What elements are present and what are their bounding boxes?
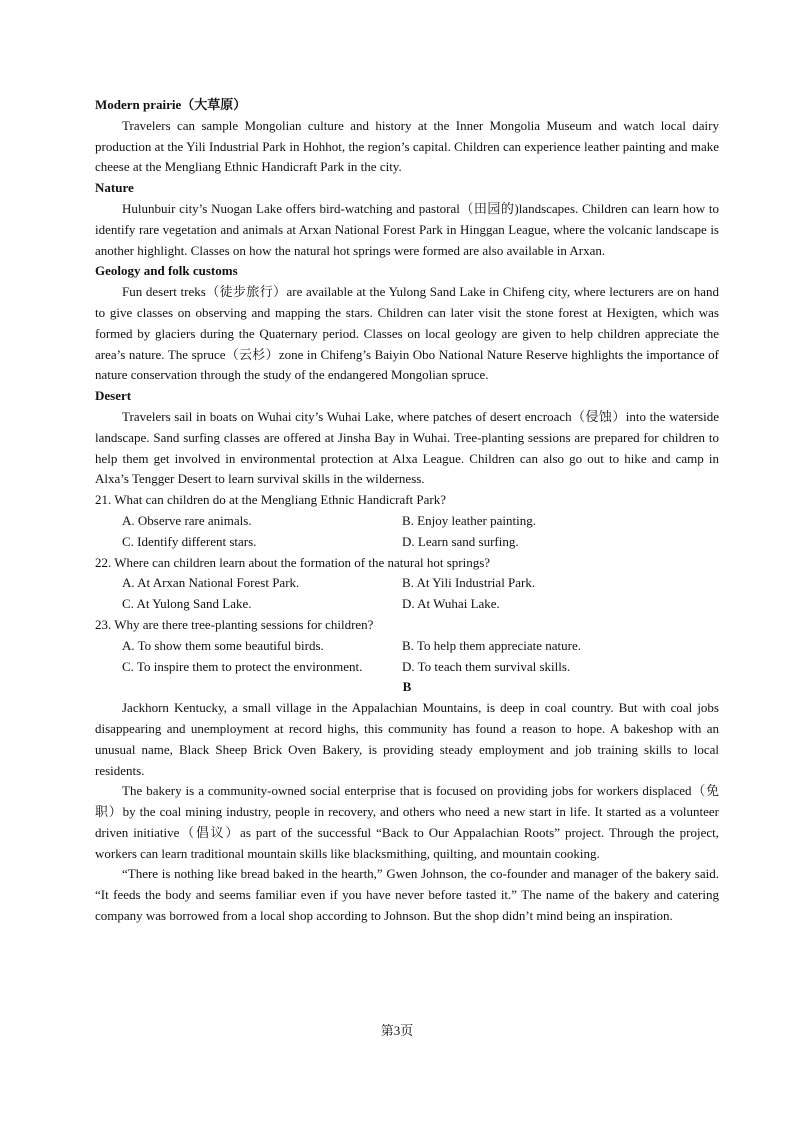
option-d: D. At Wuhai Lake. bbox=[402, 596, 500, 612]
heading-geology: Geology and folk customs bbox=[95, 263, 238, 279]
paragraph-desert: Travelers sail in boats on Wuhai city’s Wuhai Lake, where patches of desert encroach（侵蚀）into the waterside landscape. Sand surfing classes are offered at Jinsha Bay in Wuhai. Tree-planting sessions are prepared for children to help them get involved in environmental protection at Alxa League. Children can also go out to hike and camp in Alxa’s Tengger Desert to learn survival skills in the wilderness. bbox=[95, 408, 719, 487]
option-b: B. Enjoy leather painting. bbox=[402, 512, 536, 528]
question-22 bbox=[95, 553, 719, 615]
option-a: A. To show them some beautiful birds. bbox=[122, 637, 324, 653]
paragraph-geology: Fun desert treks（徒步旅行）are available at the Yulong Sand Lake in Chifeng city, where lecturers are on hand to give classes on observing and mapping the stars. Children can later visit the stone forest at Hexigten, which was formed by glaciers during the Quaternary period. Classes on local geology are given to help children appreciate the area’s nature. The spruce（云杉）zone in Chifeng’s Baiyin Obo National Nature Reserve highlights the importance of nature conservation through the study of the endangered Mongolian spruce. bbox=[95, 284, 719, 383]
option-a: A. At Arxan National Forest Park. bbox=[122, 575, 300, 591]
paragraph-b-1: Jackhorn Kentucky, a small village in the Appalachian Mountains, is deep in coal country. But with coal jobs disappearing and unemployment at record highs, this community has found a reason to hope. A bakeshop with an unusual name, Black Sheep Brick Oven Bakery, is providing steady employment and job training skills to local residents. bbox=[95, 700, 719, 778]
section-b-title: B bbox=[402, 679, 412, 695]
heading-nature: Nature bbox=[95, 180, 134, 196]
page-number: 第3页 bbox=[380, 1023, 414, 1038]
option-c: C. At Yulong Sand Lake. bbox=[122, 596, 252, 612]
paragraph-b-3: “There is nothing like bread baked in the hearth,” Gwen Johnson, the co-founder and manager of the bakery said. “It feeds the body and seems familiar even if you have never before tasted it.” The name of the bakery and catering company was borrowed from a local shop according to Johnson. But the shop didn’t mind being an inspiration. bbox=[95, 866, 719, 924]
option-c: C. To inspire them to protect the environment. bbox=[122, 658, 363, 674]
question-stem: 23. Why are there tree-planting sessions for children? bbox=[95, 616, 374, 632]
question-options bbox=[95, 511, 719, 553]
option-c: C. Identify different stars. bbox=[122, 533, 257, 549]
question-21 bbox=[95, 490, 719, 552]
option-d: D. To teach them survival skills. bbox=[402, 658, 571, 674]
question-options bbox=[95, 573, 719, 615]
paragraph-b-2: The bakery is a community-owned social enterprise that is focused on providing jobs for workers displaced（免职）by the coal mining industry, people in recovery, and others who need a new start in life. It started as a volunteer driven initiative（倡议）as part of the successful “Back to Our Appalachian Roots” project. Through the project, workers can learn traditional mountain skills like blacksmithing, quilting, and mountain cooking. bbox=[95, 783, 719, 861]
option-b: B. At Yili Industrial Park. bbox=[402, 575, 536, 591]
heading-modern-prairie: Modern prairie（大草原） bbox=[95, 97, 247, 112]
option-d: D. Learn sand surfing. bbox=[402, 533, 519, 549]
option-b: B. To help them appreciate nature. bbox=[402, 637, 581, 653]
document-page bbox=[95, 95, 719, 927]
paragraph-nature: Hulunbuir city’s Nuogan Lake offers bird-watching and pastoral（田园的)landscapes. Children can learn how to identify rare vegetation and animals at Arxan National Forest Park in Hinggan League, where the volcanic landscape is another highlight. Classes on how the natural hot springs were formed are also available in Arxan. bbox=[95, 200, 719, 258]
question-stem: 21. What can children do at the Mengliang Ethnic Handicraft Park? bbox=[95, 492, 446, 508]
question-23 bbox=[95, 615, 719, 677]
heading-desert: Desert bbox=[95, 388, 132, 404]
paragraph-modern-prairie: Travelers can sample Mongolian culture and history at the Inner Mongolia Museum and watch local dairy production at the Yili Industrial Park in Hohhot, the region’s capital. Children can experience leather painting and make cheese at the Mengliang Ethnic Handicraft Park in the city. bbox=[95, 117, 719, 175]
question-stem: 22. Where can children learn about the formation of the natural hot springs? bbox=[95, 554, 491, 570]
option-a: A. Observe rare animals. bbox=[122, 512, 252, 528]
question-options bbox=[95, 636, 719, 678]
